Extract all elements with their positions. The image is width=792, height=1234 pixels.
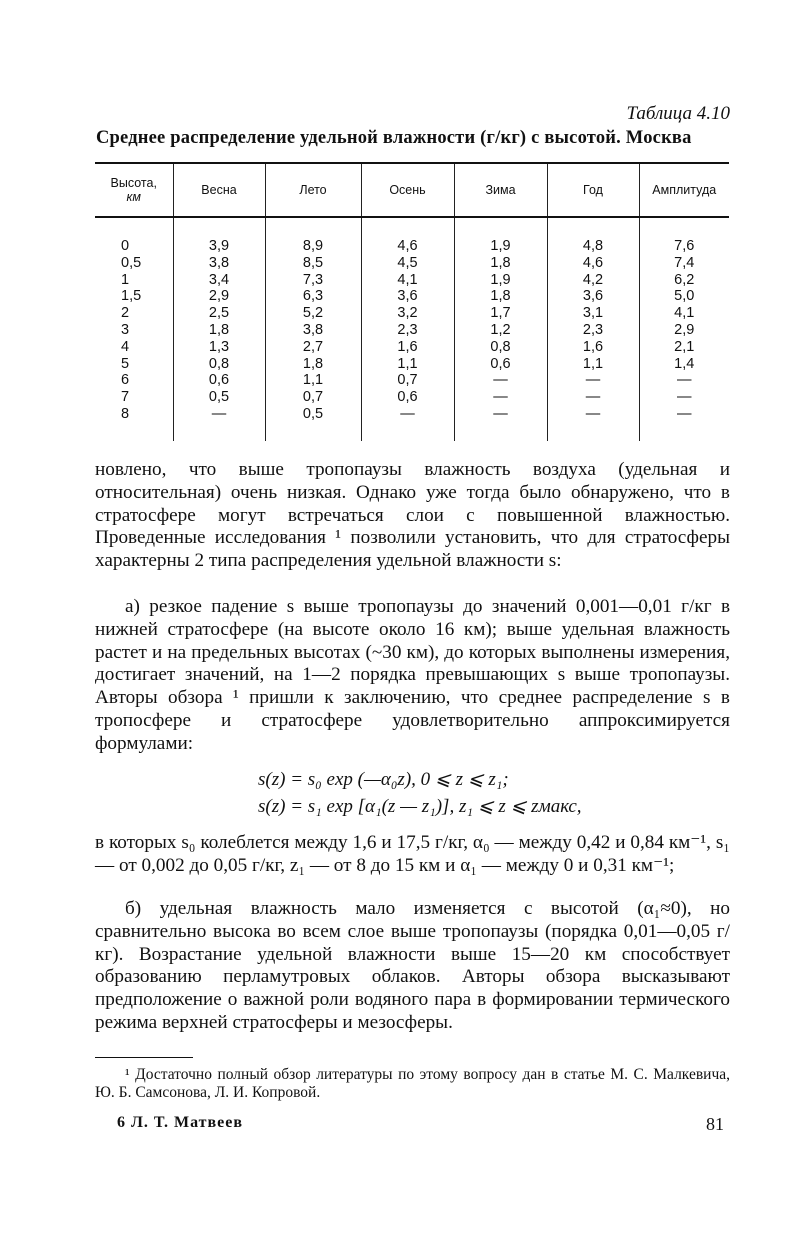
value-cell: 0,5 xyxy=(173,389,265,406)
column-header-height xyxy=(95,163,173,217)
table-row xyxy=(95,406,729,441)
value-cell: 2,9 xyxy=(639,322,729,339)
table-row xyxy=(95,339,729,356)
value-cell: 3,9 xyxy=(173,217,265,255)
formula-1: s(z) = s₀ exp (—α₀z), 0 ⩽ z ⩽ z₁; xyxy=(258,769,509,790)
humidity-table xyxy=(95,162,729,441)
value-cell: — xyxy=(639,389,729,406)
value-cell: 4,1 xyxy=(361,272,454,289)
value-cell: — xyxy=(547,406,639,441)
value-cell: — xyxy=(361,406,454,441)
value-cell: 2,7 xyxy=(265,339,361,356)
table-row xyxy=(95,272,729,289)
height-cell: 8 xyxy=(121,405,130,422)
value-cell: 3,6 xyxy=(361,288,454,305)
paragraph-intro: новлено, что выше тропопаузы влажность воздуха (удельная и относительная) очень низкая. Однако уже тогда было обнаружено, что в стратосфере могут встречаться слои с повышенной влажностью. Проведенные исследования ¹ позволили установить, что для стратосферы характерны 2 типа распределения удельной влажности s: xyxy=(95,459,730,572)
footnote-divider xyxy=(95,1057,193,1058)
value-cell: 2,3 xyxy=(547,322,639,339)
value-cell: 0,7 xyxy=(361,372,454,389)
value-cell: — xyxy=(639,406,729,441)
value-cell: — xyxy=(547,389,639,406)
value-cell: 4,6 xyxy=(361,217,454,255)
height-cell: 1,5 xyxy=(121,288,142,305)
value-cell: 1,1 xyxy=(265,372,361,389)
value-cell: 6,2 xyxy=(639,272,729,289)
value-cell: 4,1 xyxy=(639,305,729,322)
value-cell: — xyxy=(454,406,547,441)
table-row xyxy=(95,305,729,322)
value-cell: — xyxy=(454,372,547,389)
value-cell: 1,6 xyxy=(361,339,454,356)
value-cell: 4,8 xyxy=(547,217,639,255)
value-cell: 1,8 xyxy=(454,288,547,305)
value-cell: 1,1 xyxy=(547,356,639,373)
paragraph-parameters: в которых s₀ колеблется между 1,6 и 17,5 г/кг, α₀ — между 0,42 и 0,84 км⁻¹, s₁ — от 0,002 до 0,05 г/кг, z₁ — от 8 до 15 км и α₁ — между 0 и 0,31 км⁻¹; xyxy=(95,832,730,876)
table-row xyxy=(95,372,729,389)
value-cell: 3,2 xyxy=(361,305,454,322)
height-cell: 0,5 xyxy=(121,254,142,271)
page-number: 81 xyxy=(706,1114,724,1134)
value-cell: 1,9 xyxy=(454,217,547,255)
value-cell: 2,1 xyxy=(639,339,729,356)
height-cell: 2 xyxy=(121,305,130,322)
value-cell: 4,5 xyxy=(361,255,454,272)
column-header-spring: Весна xyxy=(173,163,265,217)
value-cell: 2,3 xyxy=(361,322,454,339)
value-cell: 1,2 xyxy=(454,322,547,339)
value-cell: 3,1 xyxy=(547,305,639,322)
value-cell: 1,3 xyxy=(173,339,265,356)
value-cell: 3,8 xyxy=(173,255,265,272)
height-cell: 4 xyxy=(121,338,130,355)
height-cell: 6 xyxy=(121,372,130,389)
paragraph-type-b: б) удельная влажность мало изменяется с высотой (α₁≈0), но сравнительно высока во всем слое выше тропопаузы (порядка 0,01—0,05 г/кг). Возрастание удельной влажности выше 15—20 км способствует образованию перламутровых облаков. Авторы обзора высказывают предположение о важной роли водяного пара в формировании термического режима верхней стратосферы и мезосферы. xyxy=(95,898,730,1033)
column-header-winter: Зима xyxy=(454,163,547,217)
table-row xyxy=(95,356,729,373)
value-cell: 1,1 xyxy=(361,356,454,373)
value-cell: 8,5 xyxy=(265,255,361,272)
value-cell: 5,0 xyxy=(639,288,729,305)
value-cell: 1,4 xyxy=(639,356,729,373)
formula-2: s(z) = s₁ exp [α₁(z — z₁)], z₁ ⩽ z ⩽ zмакс, xyxy=(258,796,582,817)
value-cell: 1,7 xyxy=(454,305,547,322)
value-cell: 7,4 xyxy=(639,255,729,272)
table-row xyxy=(95,288,729,305)
value-cell: 2,5 xyxy=(173,305,265,322)
table-title: Среднее распределение удельной влажности (г/кг) с высотой. Москва xyxy=(96,128,692,148)
height-cell: 3 xyxy=(121,321,130,338)
value-cell: 3,6 xyxy=(547,288,639,305)
table-row xyxy=(95,255,729,272)
value-cell: 6,3 xyxy=(265,288,361,305)
value-cell: — xyxy=(454,389,547,406)
height-cell: 5 xyxy=(121,355,130,372)
column-header-year: Год xyxy=(547,163,639,217)
table-caption: Таблица 4.10 xyxy=(626,103,730,124)
column-header-height-label: Высота, xyxy=(110,176,157,190)
value-cell: 0,6 xyxy=(454,356,547,373)
value-cell: 0,8 xyxy=(173,356,265,373)
value-cell: 4,6 xyxy=(547,255,639,272)
table-header-row xyxy=(95,163,729,217)
value-cell: 5,2 xyxy=(265,305,361,322)
value-cell: 1,8 xyxy=(173,322,265,339)
table-row xyxy=(95,322,729,339)
table-body xyxy=(95,217,729,441)
value-cell: 1,9 xyxy=(454,272,547,289)
value-cell: 2,9 xyxy=(173,288,265,305)
height-cell: 0 xyxy=(121,238,130,254)
formulas-block xyxy=(258,766,582,820)
column-header-height-unit: км xyxy=(126,190,141,204)
value-cell: 1,8 xyxy=(265,356,361,373)
value-cell: 8,9 xyxy=(265,217,361,255)
column-header-summer: Лето xyxy=(265,163,361,217)
value-cell: 7,6 xyxy=(639,217,729,255)
value-cell: 0,7 xyxy=(265,389,361,406)
value-cell: 0,6 xyxy=(173,372,265,389)
table-row xyxy=(95,217,729,255)
value-cell: 3,4 xyxy=(173,272,265,289)
value-cell: — xyxy=(173,406,265,441)
height-cell: 1 xyxy=(121,271,130,288)
value-cell: 1,8 xyxy=(454,255,547,272)
value-cell: 1,6 xyxy=(547,339,639,356)
value-cell: 0,6 xyxy=(361,389,454,406)
value-cell: 0,8 xyxy=(454,339,547,356)
paragraph-type-a: а) резкое падение s выше тропопаузы до значений 0,001—0,01 г/кг в нижней стратосфере (на высоте около 16 км); выше удельная влажность растет и на предельных высотах (~30 км), до которых выполнены измерения, достигает значений, на 1—2 порядка превышающих s выше тропопаузы. Авторы обзора ¹ пришли к заключению, что среднее распределение s в тропосфере и стратосфере удовлетворительно аппроксимируется формулами: xyxy=(95,596,730,754)
value-cell: 4,2 xyxy=(547,272,639,289)
column-header-autumn: Осень xyxy=(361,163,454,217)
footnote: ¹ Достаточно полный обзор литературы по этому вопросу дан в статье М. С. Малкевича, Ю. Б. Самсонова, Л. И. Копровой. xyxy=(95,1066,730,1101)
value-cell: — xyxy=(639,372,729,389)
printer-signature: 6 Л. Т. Матвеев xyxy=(117,1114,244,1131)
column-header-amplitude: Амплитуда xyxy=(639,163,729,217)
value-cell: 3,8 xyxy=(265,322,361,339)
value-cell: 0,5 xyxy=(265,406,361,441)
table-row xyxy=(95,389,729,406)
value-cell: — xyxy=(547,372,639,389)
height-cell: 7 xyxy=(121,389,130,406)
value-cell: 7,3 xyxy=(265,272,361,289)
